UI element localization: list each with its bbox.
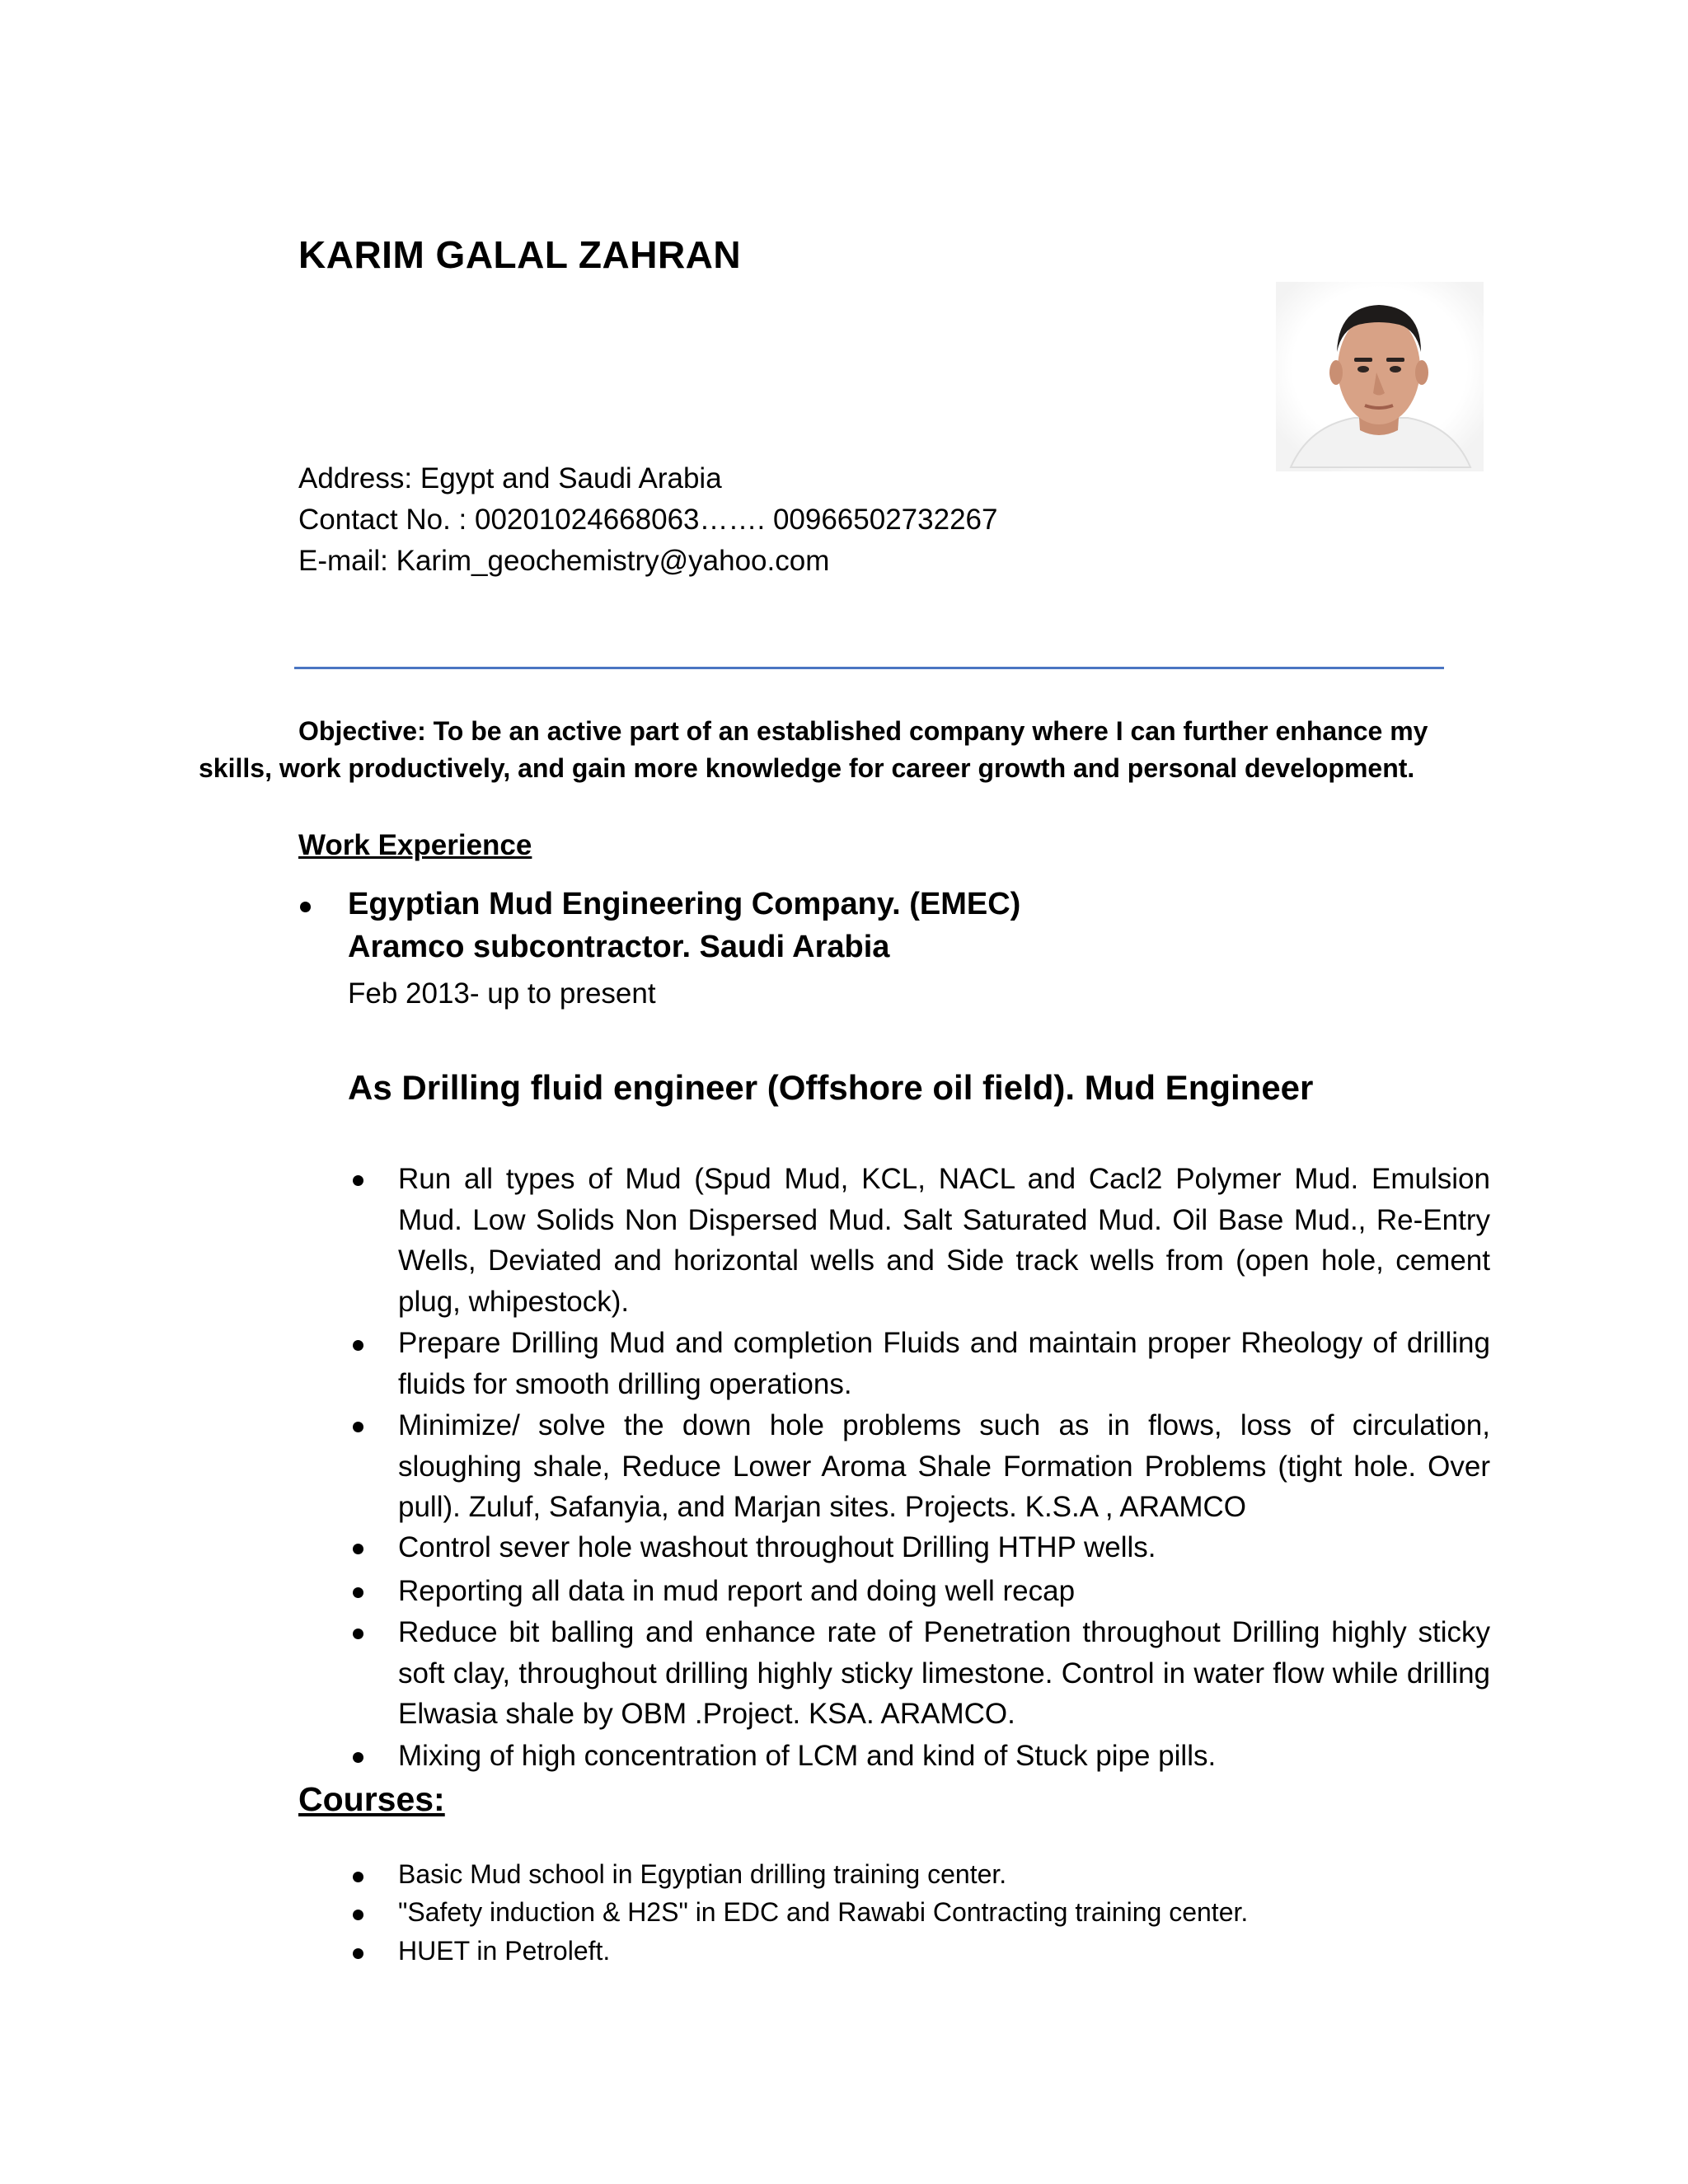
- duty-item: Minimize/ solve the down hole problems such as in flows, loss of circulation, sloughing shale, Reduce Lower Aroma Shale Formation Problems (tight hole. Over pull). Zuluf, Safanyia, and Marjan sites. Projects. K.S.A , ARAMCO: [398, 1409, 1490, 1523]
- duty-item: Prepare Drilling Mud and completion Fluids and maintain proper Rheology of drilling fluids for smooth drilling operations.: [398, 1327, 1490, 1400]
- header-divider: [294, 667, 1444, 669]
- profile-photo: [1276, 282, 1484, 471]
- bullet-icon: [300, 902, 311, 912]
- bullet-icon: [353, 1752, 363, 1763]
- email-line: E-mail: Karim_geochemistry@yahoo.com: [298, 545, 830, 577]
- bullet-icon: [353, 1872, 363, 1882]
- work-experience-heading: Work Experience: [298, 829, 532, 861]
- bullet-icon: [353, 1175, 363, 1186]
- company-subtitle: Aramco subcontractor. Saudi Arabia: [348, 930, 890, 964]
- bullet-icon: [353, 1340, 363, 1351]
- bullet-icon: [353, 1544, 363, 1554]
- objective-line-2: skills, work productively, and gain more knowledge for career growth and personal development.: [199, 753, 1415, 783]
- duty-item: Control sever hole washout throughout Drilling HTHP wells.: [398, 1531, 1156, 1563]
- company-name: Egyptian Mud Engineering Company. (EMEC): [348, 887, 1021, 921]
- course-item: Basic Mud school in Egyptian drilling training center.: [398, 1859, 1007, 1889]
- employment-period: Feb 2013- up to present: [348, 977, 656, 1010]
- courses-heading: Courses:: [298, 1780, 445, 1818]
- duty-item: Reporting all data in mud report and doing well recap: [398, 1575, 1076, 1607]
- job-role: As Drilling fluid engineer (Offshore oil field). Mud Engineer: [348, 1068, 1314, 1107]
- objective-line-1: Objective: To be an active part of an established company where I can further enhance my: [298, 716, 1428, 746]
- duty-item: Mixing of high concentration of LCM and kind of Stuck pipe pills.: [398, 1740, 1217, 1772]
- course-item: "Safety induction & H2S" in EDC and Rawabi Contracting training center.: [398, 1897, 1249, 1927]
- duty-item: Run all types of Mud (Spud Mud, KCL, NACL and Cacl2 Polymer Mud. Emulsion Mud. Low Solids Non Dispersed Mud. Salt Saturated Mud. Oil Base Mud., Re-Entry Wells, Deviated and horizontal wells and Side track wells from (open hole, cement plug, whipestock).: [398, 1163, 1490, 1318]
- bullet-icon: [353, 1587, 363, 1598]
- bullet-icon: [353, 1629, 363, 1639]
- contact-number-line: Contact No. : 00201024668063……. 00966502732267: [298, 504, 998, 536]
- bullet-icon: [353, 1422, 363, 1432]
- applicant-name: KARIM GALAL ZAHRAN: [298, 233, 742, 276]
- address-line: Address: Egypt and Saudi Arabia: [298, 462, 722, 494]
- duty-item: Reduce bit balling and enhance rate of Penetration throughout Drilling highly sticky soft clay, throughout drilling highly sticky limestone. Control in water flow while drilling Elwasia shale by OBM .Project. KSA. ARAMCO.: [398, 1616, 1490, 1730]
- course-item: HUET in Petroleft.: [398, 1936, 611, 1966]
- bullet-icon: [353, 1910, 363, 1920]
- bullet-icon: [353, 1948, 363, 1959]
